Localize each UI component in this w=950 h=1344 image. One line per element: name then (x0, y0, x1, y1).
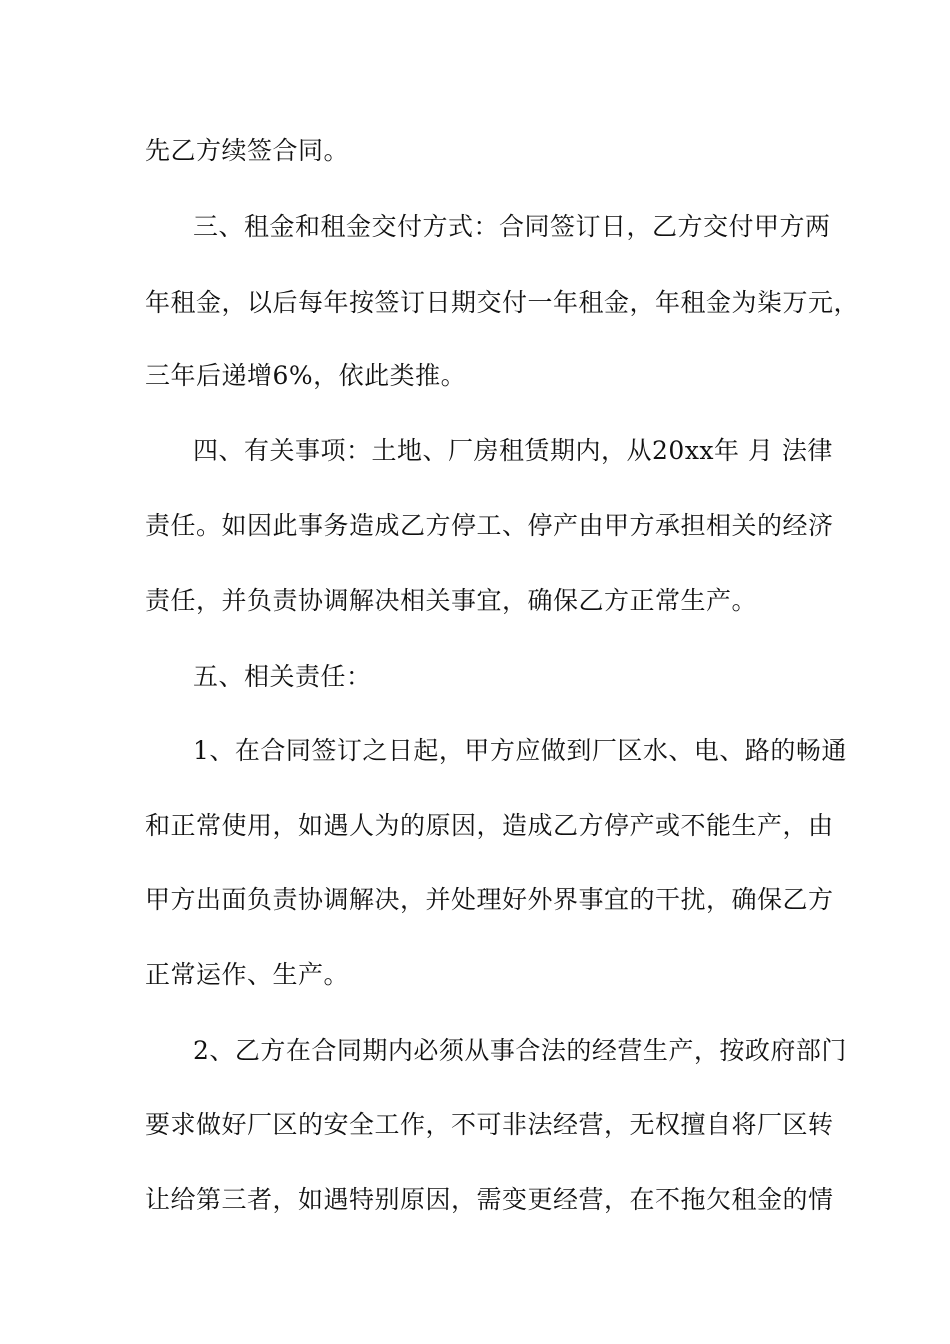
text-line: 先乙方续签合同。 (145, 136, 350, 165)
text-line: 让给第三者，如遇特别原因，需变更经营，在不拖欠租金的情 (145, 1185, 834, 1214)
text-line: 正常运作、生产。 (145, 960, 350, 989)
text-line: 责任，并负责协调解决相关事宜，确保乙方正常生产。 (145, 586, 758, 615)
text-line: 甲方出面负责协调解决，并处理好外界事宜的干扰，确保乙方 (145, 885, 834, 914)
paragraph-heading-matters: 四、有关事项：土地、厂房租赁期内，从20xx年 月 法律 (193, 436, 833, 465)
text-line: 年租金，以后每年按签订日期交付一年租金，年租金为柒万元， (145, 288, 860, 317)
text-line: 三年后递增6%，依此类推。 (145, 361, 467, 390)
text-line: 责任。如因此事务造成乙方停工、停产由甲方承担相关的经济 (145, 511, 834, 540)
text-line: 和正常使用，如遇人为的原因，造成乙方停产或不能生产，由 (145, 811, 834, 840)
paragraph-heading-rent: 三、租金和租金交付方式：合同签订日，乙方交付甲方两 (193, 212, 831, 241)
clause-2: 2、乙方在合同期内必须从事合法的经营生产，按政府部门 (193, 1036, 847, 1065)
clause-1: 1、在合同签订之日起，甲方应做到厂区水、电、路的畅通 (193, 736, 847, 765)
section-heading-responsibilities: 五、相关责任： (193, 662, 372, 691)
text-line: 要求做好厂区的安全工作，不可非法经营，无权擅自将厂区转 (145, 1110, 834, 1139)
